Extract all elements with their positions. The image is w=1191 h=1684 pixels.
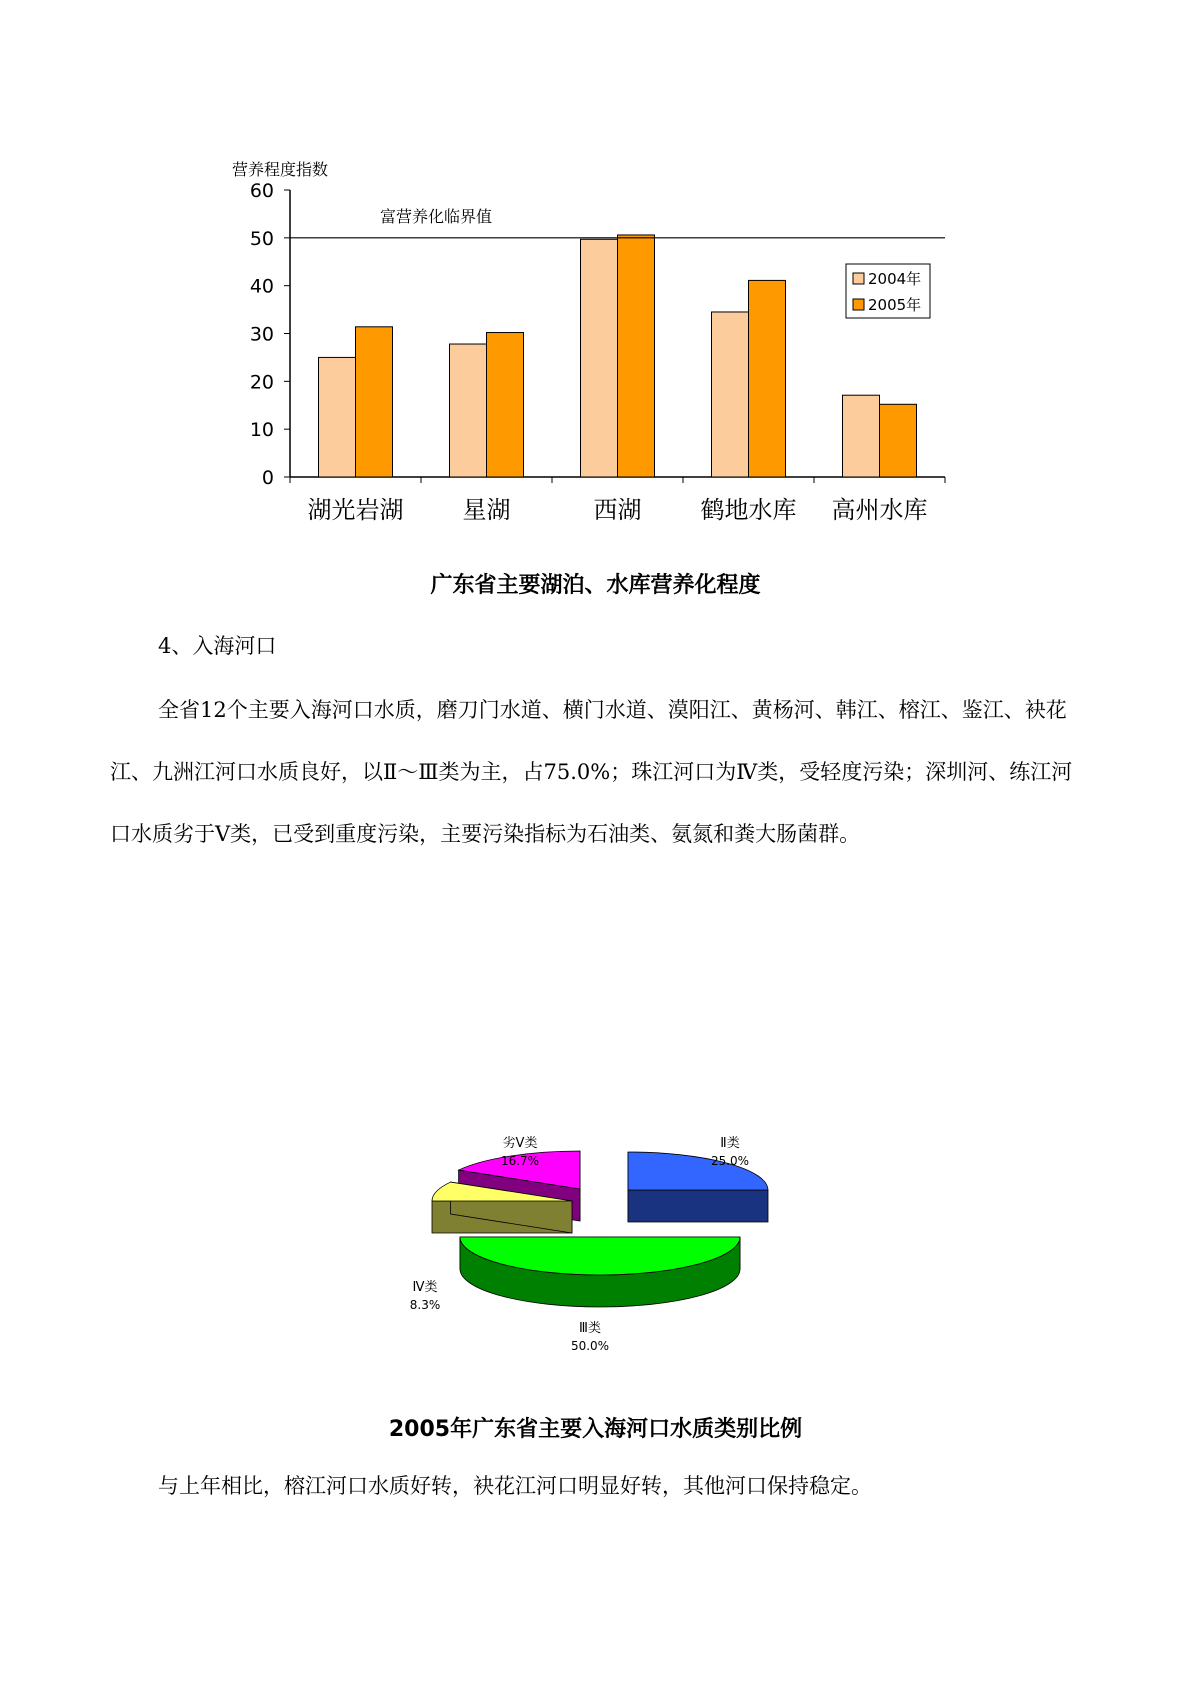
paragraph-comparison-text: 与上年相比，榕江河口水质好转，袂花江河口明显好转，其他河口保持稳定。 xyxy=(158,1474,872,1498)
bar-2004 xyxy=(450,344,487,477)
legend-swatch xyxy=(853,299,864,310)
y-tick-label: 50 xyxy=(249,227,274,250)
y-tick-label: 60 xyxy=(249,180,274,202)
paragraph-estuary xyxy=(110,679,1085,865)
paragraph-comparison xyxy=(110,1455,1085,1517)
threshold-line-group xyxy=(290,207,945,238)
bar-2004 xyxy=(581,239,618,477)
water-quality-pie-chart xyxy=(0,1110,1191,1370)
pie-value-label: 16.7% xyxy=(500,1154,540,1168)
threshold-label: 富营养化临界值 xyxy=(380,207,493,226)
bar-marks xyxy=(319,235,917,477)
y-tick-label: 40 xyxy=(249,275,274,298)
pie-value-label: 8.3% xyxy=(409,1298,441,1312)
bar-2004 xyxy=(843,395,880,477)
y-tick-label: 10 xyxy=(249,419,274,442)
pie-category-label: Ⅳ类 xyxy=(412,1280,438,1295)
x-category-label: 鹤地水库 xyxy=(700,496,797,524)
bar-2005 xyxy=(880,404,917,477)
legend-label: 2005年 xyxy=(868,296,922,314)
legend-swatch xyxy=(853,273,864,284)
x-category-label: 星湖 xyxy=(462,496,511,524)
bar-2005 xyxy=(618,235,655,477)
legend xyxy=(846,264,930,318)
pie-marks xyxy=(432,1151,768,1307)
legend-label: 2004年 xyxy=(868,270,922,288)
bar-2005 xyxy=(749,280,786,477)
y-tick-label: 0 xyxy=(261,467,274,489)
y-tick-label: 30 xyxy=(249,323,274,346)
bar-2004 xyxy=(319,357,356,477)
pie-category-label: Ⅱ类 xyxy=(720,1136,740,1151)
x-category-label: 高州水库 xyxy=(831,496,928,524)
pie-category-label: 劣Ⅴ类 xyxy=(502,1136,538,1151)
y-axis-title: 营养程度指数 xyxy=(232,160,329,179)
pie-chart-caption: 2005年广东省主要入海河口水质类别比例 xyxy=(388,1417,803,1442)
bar-2005 xyxy=(487,333,524,477)
trophic-bar-chart xyxy=(0,0,1191,560)
x-category-label: 西湖 xyxy=(593,496,642,524)
bar-2005 xyxy=(356,327,393,477)
section-heading: 4、入海河口 xyxy=(158,634,277,658)
bar-2004 xyxy=(712,312,749,477)
pie-value-label: 25.0% xyxy=(710,1154,750,1168)
paragraph-estuary-text: 全省12个主要入海河口水质，磨刀门水道、横门水道、漠阳江、黄杨河、韩江、榕江、鉴江、袂花江、九洲江河口水质良好，以Ⅱ～Ⅲ类为主，占75.0%；珠江河口为Ⅳ类，受轻度污染；深圳河、练江河口水质劣于Ⅴ类，已受到重度污染，主要污染指标为石油类、氨氮和粪大肠菌群。 xyxy=(110,698,1073,846)
x-category-label: 湖光岩湖 xyxy=(307,496,404,524)
bar-chart-caption: 广东省主要湖泊、水库营养化程度 xyxy=(430,573,761,598)
y-tick-label: 20 xyxy=(249,371,274,394)
pie-category-label: Ⅲ类 xyxy=(579,1321,601,1336)
pie-value-label: 50.0% xyxy=(570,1339,610,1353)
pie-slice-class-iii xyxy=(460,1237,740,1307)
